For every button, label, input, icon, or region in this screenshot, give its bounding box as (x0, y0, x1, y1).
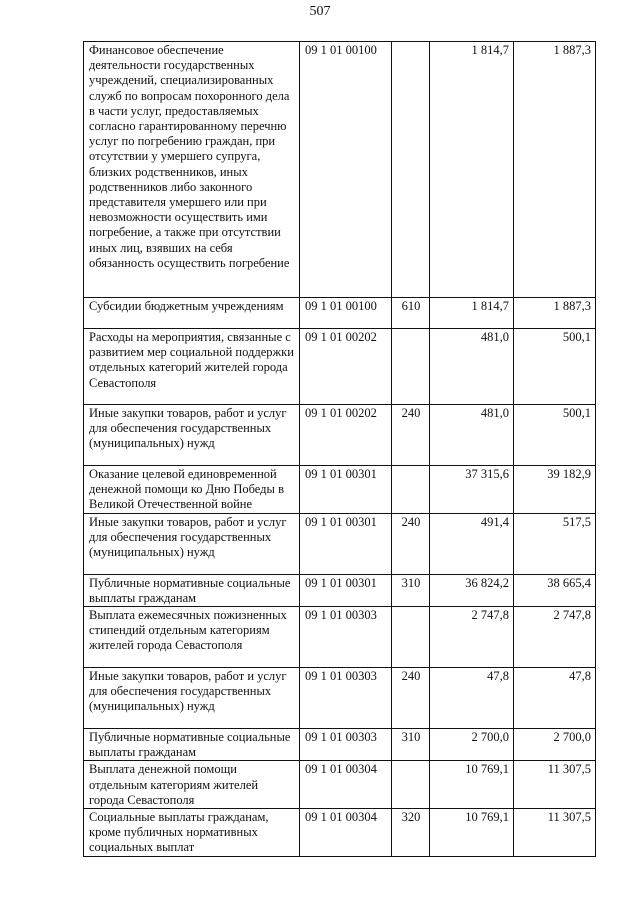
row-value-year2: 1 887,3 (514, 298, 596, 329)
row-value-year2: 47,8 (514, 668, 596, 729)
row-value-year1: 491,4 (430, 513, 514, 574)
row-value-year1: 1 814,7 (430, 42, 514, 298)
row-value-year2: 2 747,8 (514, 607, 596, 668)
row-value-year1: 37 315,6 (430, 466, 514, 514)
row-value-year2: 11 307,5 (514, 809, 596, 857)
table-row (84, 574, 596, 606)
row-name: Иные закупки товаров, работ и услуг для обеспечения государственных (муниципальных) нужд (84, 405, 300, 466)
table-row (84, 668, 596, 729)
row-name: Расходы на мероприятия, связанные с развитием мер социальной поддержки отдельных категорий жителей города Севастополя (84, 329, 300, 405)
row-code: 09 1 01 00301 (300, 574, 392, 606)
row-name: Субсидии бюджетным учреждениям (84, 298, 300, 329)
row-value-year2: 2 700,0 (514, 729, 596, 761)
row-name: Иные закупки товаров, работ и услуг для обеспечения государственных (муниципальных) нужд (84, 513, 300, 574)
row-code: 09 1 01 00303 (300, 607, 392, 668)
table-row (84, 42, 596, 298)
table-row (84, 607, 596, 668)
row-name: Выплата ежемесячных пожизненных стипендий отдельным категориям жителей города Севастополя (84, 607, 300, 668)
row-name: Оказание целевой единовременной денежной помощи ко Дню Победы в Великой Отечественной войне (84, 466, 300, 514)
table-row (84, 329, 596, 405)
row-code: 09 1 01 00301 (300, 466, 392, 514)
row-name: Выплата денежной помощи отдельным категориям жителей города Севастополя (84, 761, 300, 809)
row-value-year1: 2 747,8 (430, 607, 514, 668)
row-code: 09 1 01 00303 (300, 729, 392, 761)
table-row (84, 298, 596, 329)
row-name: Финансовое обеспечение деятельности государственных учреждений, специализированных служб по вопросам похоронного дела в части услуг, предоставляемых согласно гарантированному перечню услуг по погребению граждан, при отсутствии у умершего супруга, близких родственников, иных родственников либо законного представителя умершего или при невозможности осуществить ими погребение, а также при отсутствии иных лиц, взявших на себя обязанность осуществить погребение (84, 42, 300, 298)
row-name: Социальные выплаты гражданам, кроме публичных нормативных социальных выплат (84, 809, 300, 857)
table-row (84, 466, 596, 514)
row-code: 09 1 01 00202 (300, 329, 392, 405)
row-expense-type (392, 607, 430, 668)
row-value-year1: 2 700,0 (430, 729, 514, 761)
row-value-year2: 39 182,9 (514, 466, 596, 514)
row-value-year1: 36 824,2 (430, 574, 514, 606)
row-value-year2: 500,1 (514, 405, 596, 466)
table-row (84, 405, 596, 466)
row-value-year1: 10 769,1 (430, 809, 514, 857)
row-expense-type: 240 (392, 405, 430, 466)
row-code: 09 1 01 00301 (300, 513, 392, 574)
row-expense-type: 240 (392, 668, 430, 729)
table-row (84, 513, 596, 574)
table-row (84, 729, 596, 761)
row-name: Публичные нормативные социальные выплаты гражданам (84, 574, 300, 606)
row-expense-type: 610 (392, 298, 430, 329)
row-expense-type: 320 (392, 809, 430, 857)
row-value-year2: 517,5 (514, 513, 596, 574)
row-expense-type (392, 466, 430, 514)
row-value-year2: 11 307,5 (514, 761, 596, 809)
row-value-year1: 481,0 (430, 405, 514, 466)
row-value-year1: 1 814,7 (430, 298, 514, 329)
row-value-year1: 47,8 (430, 668, 514, 729)
row-code: 09 1 01 00202 (300, 405, 392, 466)
row-name: Публичные нормативные социальные выплаты гражданам (84, 729, 300, 761)
row-code: 09 1 01 00100 (300, 42, 392, 298)
row-code: 09 1 01 00304 (300, 809, 392, 857)
row-expense-type: 310 (392, 729, 430, 761)
row-value-year1: 10 769,1 (430, 761, 514, 809)
row-name: Иные закупки товаров, работ и услуг для обеспечения государственных (муниципальных) нужд (84, 668, 300, 729)
table-row (84, 761, 596, 809)
row-code: 09 1 01 00304 (300, 761, 392, 809)
row-expense-type: 310 (392, 574, 430, 606)
row-expense-type (392, 42, 430, 298)
row-value-year2: 500,1 (514, 329, 596, 405)
budget-table (83, 41, 596, 857)
row-value-year2: 1 887,3 (514, 42, 596, 298)
row-value-year2: 38 665,4 (514, 574, 596, 606)
row-code: 09 1 01 00100 (300, 298, 392, 329)
row-expense-type (392, 329, 430, 405)
row-value-year1: 481,0 (430, 329, 514, 405)
page-number: 507 (309, 4, 331, 19)
row-expense-type: 240 (392, 513, 430, 574)
row-code: 09 1 01 00303 (300, 668, 392, 729)
row-expense-type (392, 761, 430, 809)
table-row (84, 809, 596, 857)
